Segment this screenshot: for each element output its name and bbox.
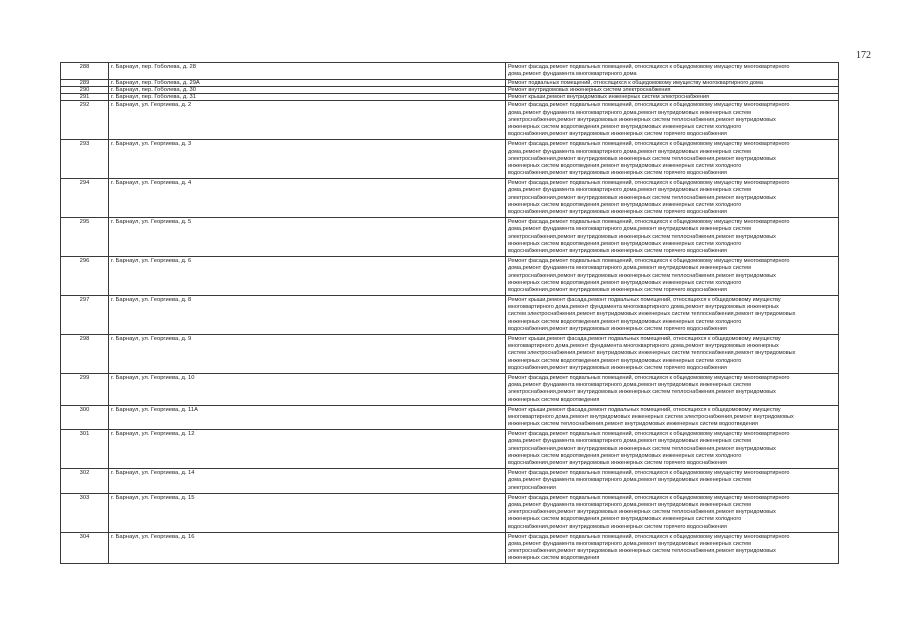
row-number: 301	[61, 430, 109, 469]
table-row	[61, 335, 839, 374]
building-address: г. Барнаул, пер. Гоболева, д. 28	[109, 63, 506, 80]
work-type-line: многоквартирного дома,ремонт фундамента многоквартирного дома,ремонт внутридомовых инженерных	[508, 343, 779, 350]
work-type-line: Ремонт фасада,ремонт подвальных помещений, относящихся к общедомовому имуществу многоквартирного	[508, 180, 790, 187]
work-type-line: водоснабжения,ремонт внутридомовых инженерных систем горячего водоснабжения	[508, 131, 727, 138]
building-address: г. Барнаул, ул. Георгиева, д. 15	[109, 493, 506, 532]
row-number: 292	[61, 101, 109, 140]
building-address: г. Барнаул, ул. Георгиева, д. 4	[109, 179, 506, 218]
work-type-line: водоснабжения,ремонт внутридомовых инженерных систем горячего водоснабжения	[508, 523, 727, 530]
work-type-line: дома,ремонт фундамента многоквартирного дома,ремонт внутридомовых инженерных систем	[508, 477, 751, 484]
work-type-line: Ремонт крыши,ремонт фасада,ремонт подвальных помещений, относящихся к общедомовому имуществу	[508, 297, 781, 304]
table-row	[61, 405, 839, 430]
work-types-cell	[506, 63, 839, 80]
row-number: 294	[61, 179, 109, 218]
work-types-cell	[506, 296, 839, 335]
repair-registry-table	[60, 62, 839, 564]
work-type-line: дома,ремонт фундамента многоквартирного дома,ремонт внутридомовых инженерных систем	[508, 265, 751, 272]
work-type-line: электроснабжения,ремонт внутридомовых инженерных систем теплоснабжения,ремонт внутридомовых	[508, 389, 776, 396]
building-address: г. Барнаул, ул. Георгиева, д. 11А	[109, 405, 506, 430]
work-types-cell	[506, 101, 839, 140]
row-number: 290	[61, 87, 109, 94]
work-types-cell	[506, 469, 839, 494]
work-type-line: водоснабжения,ремонт внутридомовых инженерных систем горячего водоснабжения	[508, 364, 727, 371]
work-type-line: инженерных систем водоотведения,ремонт внутридомовых инженерных систем холодного	[508, 162, 742, 169]
table-row	[61, 469, 839, 494]
building-address: г. Барнаул, ул. Георгиева, д. 16	[109, 532, 506, 564]
table-row	[61, 373, 839, 405]
work-type-line: систем электроснабжения,ремонт внутридомовых инженерных систем теплоснабжения,ремонт внутридомовых	[508, 350, 796, 357]
table-row	[61, 101, 839, 140]
work-type-line: Ремонт фасада,ремонт подвальных помещений, относящихся к общедомовому имуществу многоквартирного	[508, 533, 790, 540]
table-row	[61, 430, 839, 469]
building-address: г. Барнаул, ул. Георгиева, д. 2	[109, 101, 506, 140]
row-number: 304	[61, 532, 109, 564]
building-address: г. Барнаул, ул. Георгиева, д. 8	[109, 296, 506, 335]
work-types-cell	[506, 493, 839, 532]
work-type-line: Ремонт фасада,ремонт подвальных помещений, относящихся к общедомовому имуществу многоквартирного	[508, 102, 790, 109]
work-type-line: водоснабжения,ремонт внутридомовых инженерных систем горячего водоснабжения	[508, 460, 727, 466]
work-types-cell	[506, 532, 839, 564]
building-address: г. Барнаул, ул. Георгиева, д. 12	[109, 430, 506, 469]
work-type-line: дома,ремонт фундамента многоквартирного дома,ремонт внутридомовых инженерных систем	[508, 187, 751, 194]
work-type-line: инженерных систем водоотведения,ремонт внутридомовых инженерных систем холодного	[508, 452, 742, 459]
work-types-cell	[506, 140, 839, 179]
work-type-line: электроснабжения,ремонт внутридомовых инженерных систем теплоснабжения,ремонт внутридомовых	[508, 116, 776, 123]
row-number: 298	[61, 335, 109, 374]
building-address: г. Барнаул, пер. Гоболева, д. 29А	[109, 80, 506, 87]
work-types-cell	[506, 94, 839, 101]
work-type-line: Ремонт фасада,ремонт подвальных помещений, относящихся к общедомовому имуществу многоквартирного	[508, 374, 790, 381]
work-type-line: дома,ремонт фундамента многоквартирного дома	[508, 71, 637, 78]
work-type-line: Ремонт крыши,ремонт внутридомовых инженерных систем электроснабжения	[508, 94, 709, 101]
work-type-line: инженерных систем водоотведения,ремонт внутридомовых инженерных систем холодного	[508, 123, 742, 130]
work-type-line: Ремонт внутридомовых инженерных систем электроснабжения	[508, 87, 671, 94]
building-address: г. Барнаул, ул. Георгиева, д. 14	[109, 469, 506, 494]
row-number: 300	[61, 405, 109, 430]
row-number: 299	[61, 373, 109, 405]
building-address: г. Барнаул, пер. Гоболева, д. 31	[109, 94, 506, 101]
work-types-cell	[506, 80, 839, 87]
work-type-line: Ремонт подвальных помещений, относящихся к общедомовому имуществу многоквартирного дома	[508, 80, 763, 87]
work-type-line: дома,ремонт фундамента многоквартирного дома,ремонт внутридомовых инженерных систем	[508, 382, 751, 389]
work-types-cell	[506, 218, 839, 257]
table-row	[61, 532, 839, 564]
work-type-line: Ремонт фасада,ремонт подвальных помещений, относящихся к общедомовому имуществу многоквартирного	[508, 141, 790, 148]
building-address: г. Барнаул, ул. Георгиева, д. 9	[109, 335, 506, 374]
building-address: г. Барнаул, ул. Георгиева, д. 5	[109, 218, 506, 257]
work-type-line: инженерных систем водоотведения,ремонт внутридомовых инженерных систем холодного	[508, 318, 742, 325]
work-types-cell	[506, 87, 839, 94]
work-type-line: Ремонт крыши,ремонт фасада,ремонт подвальных помещений, относящихся к общедомовому имуществу	[508, 336, 781, 342]
work-type-line: дома,ремонт фундамента многоквартирного дома,ремонт внутридомовых инженерных систем	[508, 501, 751, 508]
work-type-line: Ремонт фасада,ремонт подвальных помещений, относящихся к общедомовому имуществу многоквартирного	[508, 219, 790, 226]
work-type-line: водоснабжения,ремонт внутридомовых инженерных систем горячего водоснабжения	[508, 325, 727, 332]
row-number: 288	[61, 63, 109, 80]
work-type-line: систем электроснабжения,ремонт внутридомовых инженерных систем теплоснабжения,ремонт внутридомовых	[508, 311, 796, 318]
table-row	[61, 493, 839, 532]
work-type-line: инженерных систем водоотведения,ремонт внутридомовых инженерных систем холодного	[508, 279, 742, 286]
work-type-line: водоснабжения,ремонт внутридомовых инженерных систем горячего водоснабжения	[508, 209, 727, 215]
building-address: г. Барнаул, ул. Георгиева, д. 3	[109, 140, 506, 179]
work-type-line: электроснабжения,ремонт внутридомовых инженерных систем теплоснабжения,ремонт внутридомовых	[508, 233, 776, 240]
work-type-line: Ремонт фасада,ремонт подвальных помещений, относящихся к общедомовому имуществу многоквартирного	[508, 470, 790, 477]
work-type-line: электроснабжения,ремонт внутридомовых инженерных систем теплоснабжения,ремонт внутридомовых	[508, 194, 776, 201]
table-row	[61, 63, 839, 80]
work-types-cell	[506, 405, 839, 430]
row-number: 296	[61, 257, 109, 296]
work-type-line: водоснабжения,ремонт внутридомовых инженерных систем горячего водоснабжения	[508, 247, 727, 254]
work-type-line: инженерных систем водоотведения	[508, 555, 600, 562]
work-type-line: Ремонт фасада,ремонт подвальных помещений, относящихся к общедомовому имуществу многоквартирного	[508, 64, 790, 70]
table-row	[61, 94, 839, 101]
building-address: г. Барнаул, ул. Георгиева, д. 10	[109, 373, 506, 405]
work-type-line: инженерных систем теплоснабжения,ремонт внутридомовых инженерных систем водоотведения	[508, 421, 758, 428]
page-number: 172	[856, 50, 871, 61]
work-type-line: Ремонт фасада,ремонт подвальных помещений, относящихся к общедомовому имуществу многоквартирного	[508, 494, 790, 501]
table-row	[61, 80, 839, 87]
registry-table-body	[61, 63, 839, 564]
work-types-cell	[506, 257, 839, 296]
work-type-line: электроснабжения,ремонт внутридомовых инженерных систем теплоснабжения,ремонт внутридомовых	[508, 445, 776, 452]
work-type-line: электроснабжения,ремонт внутридомовых инженерных систем теплоснабжения,ремонт внутридомовых	[508, 509, 776, 516]
row-number: 297	[61, 296, 109, 335]
row-number: 289	[61, 80, 109, 87]
work-type-line: Ремонт фасада,ремонт подвальных помещений, относящихся к общедомовому имуществу многоквартирного	[508, 258, 790, 265]
work-type-line: водоснабжения,ремонт внутридомовых инженерных систем горячего водоснабжения	[508, 286, 727, 293]
work-types-cell	[506, 179, 839, 218]
work-type-line: водоснабжения,ремонт внутридомовых инженерных систем горячего водоснабжения	[508, 170, 727, 177]
work-type-line: дома,ремонт фундамента многоквартирного дома,ремонт внутридомовых инженерных систем	[508, 226, 751, 233]
table-row	[61, 140, 839, 179]
work-type-line: электроснабжения,ремонт внутридомовых инженерных систем теплоснабжения,ремонт внутридомовых	[508, 272, 776, 279]
row-number: 293	[61, 140, 109, 179]
work-type-line: инженерных систем водоотведения,ремонт внутридомовых инженерных систем холодного	[508, 357, 742, 364]
building-address: г. Барнаул, пер. Гоболева, д. 30	[109, 87, 506, 94]
work-types-cell	[506, 335, 839, 374]
row-number: 302	[61, 469, 109, 494]
table-row	[61, 87, 839, 94]
table-row	[61, 296, 839, 335]
work-type-line: инженерных систем водоотведения,ремонт внутридомовых инженерных систем холодного	[508, 516, 742, 523]
row-number: 303	[61, 493, 109, 532]
work-type-line: многоквартирного дома,ремонт внутридомовых инженерных систем электроснабжения,ремонт внутридомовых	[508, 413, 794, 420]
work-type-line: электроснабжения,ремонт внутридомовых инженерных систем теплоснабжения,ремонт внутридомовых	[508, 155, 776, 162]
work-type-line: Ремонт фасада,ремонт подвальных помещений, относящихся к общедомовому имуществу многоквартирного	[508, 431, 790, 438]
work-type-line: дома,ремонт фундамента многоквартирного дома,ремонт внутридомовых инженерных систем	[508, 148, 751, 155]
table-row	[61, 179, 839, 218]
work-type-line: Ремонт крыши,ремонт фасада,ремонт подвальных помещений, относящихся к общедомовому имуществу	[508, 406, 781, 413]
work-type-line: электроснабжения,ремонт внутридомовых инженерных систем теплоснабжения,ремонт внутридомовых	[508, 548, 776, 555]
work-type-line: инженерных систем водоотведения,ремонт внутридомовых инженерных систем холодного	[508, 201, 742, 208]
work-type-line: дома,ремонт фундамента многоквартирного дома,ремонт внутридомовых инженерных систем	[508, 109, 751, 116]
work-type-line: многоквартирного дома,ремонт фундамента многоквартирного дома,ремонт внутридомовых инженерных	[508, 304, 779, 311]
row-number: 295	[61, 218, 109, 257]
row-number: 291	[61, 94, 109, 101]
building-address: г. Барнаул, ул. Георгиева, д. 6	[109, 257, 506, 296]
table-row	[61, 257, 839, 296]
work-type-line: электроснабжения	[508, 484, 556, 491]
table-row	[61, 218, 839, 257]
work-type-line: инженерных систем водоотведения,ремонт внутридомовых инженерных систем холодного	[508, 240, 742, 247]
work-types-cell	[506, 373, 839, 405]
work-type-line: дома,ремонт фундамента многоквартирного дома,ремонт внутридомовых инженерных систем	[508, 540, 751, 547]
work-types-cell	[506, 430, 839, 469]
work-type-line: инженерных систем водоотведения	[508, 396, 600, 403]
work-type-line: дома,ремонт фундамента многоквартирного дома,ремонт внутридомовых инженерных систем	[508, 438, 751, 445]
